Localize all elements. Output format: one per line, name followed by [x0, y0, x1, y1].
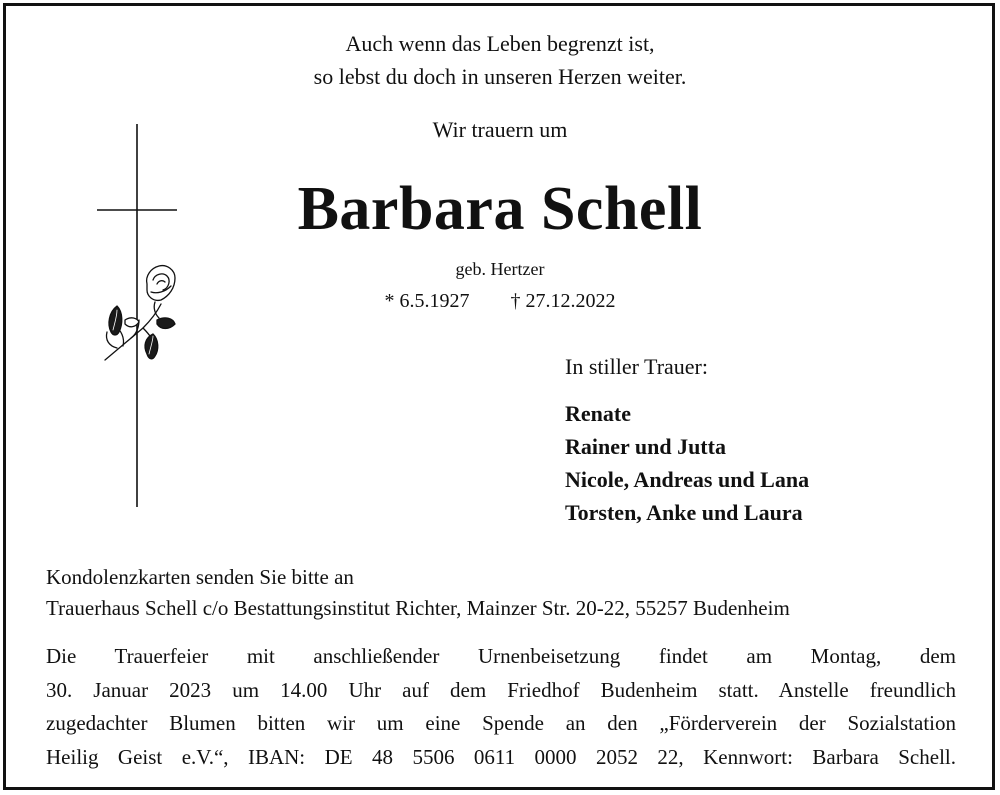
mourner-name: Torsten, Anke und Laura	[565, 500, 803, 525]
mourners-heading: In stiller Trauer:	[565, 354, 708, 379]
service-line-4: Heilig Geist e.V.“, IBAN: DE 48 5506 0611 0000 2052 22, Kennwort: Barbara Schell.	[46, 744, 956, 769]
mourners-block	[565, 351, 985, 529]
birth-name: geb. Hertzer	[455, 259, 545, 279]
motto-line-2: so lebst du doch in unseren Herzen weiter.	[313, 64, 687, 89]
mourner-name: Rainer und Jutta	[565, 434, 726, 459]
rose-icon	[105, 266, 175, 360]
service-line-3: zugedachter Blumen bitten wir um eine Spende an den „Förderverein der Sozialstation	[46, 711, 956, 735]
mourner-name: Renate	[565, 401, 631, 426]
motto	[0, 27, 1000, 93]
motto-line-1: Auch wenn das Leben begrenzt ist,	[345, 31, 655, 56]
deceased-name: Barbara Schell	[297, 175, 703, 243]
condolence-notice	[46, 562, 956, 624]
intro-text: Wir trauern um	[432, 117, 568, 142]
service-line-2: 30. Januar 2023 um 14.00 Uhr auf dem Friedhof Budenheim statt. Anstelle freundlich	[46, 677, 956, 702]
condolence-address: Trauerhaus Schell c/o Bestattungsinstitut Richter, Mainzer Str. 20-22, 55257 Budenheim	[46, 596, 790, 620]
death-date: † 27.12.2022	[510, 290, 616, 312]
birth-date: * 6.5.1927	[384, 290, 470, 312]
condolence-line-1: Kondolenzkarten senden Sie bitte an	[46, 565, 354, 589]
cross-icon	[95, 124, 185, 509]
service-notice	[46, 640, 956, 774]
mourner-name: Nicole, Andreas und Lana	[565, 467, 810, 492]
service-line-1: Die Trauerfeier mit anschließender Urnenbeisetzung findet am Montag, dem	[46, 644, 956, 668]
